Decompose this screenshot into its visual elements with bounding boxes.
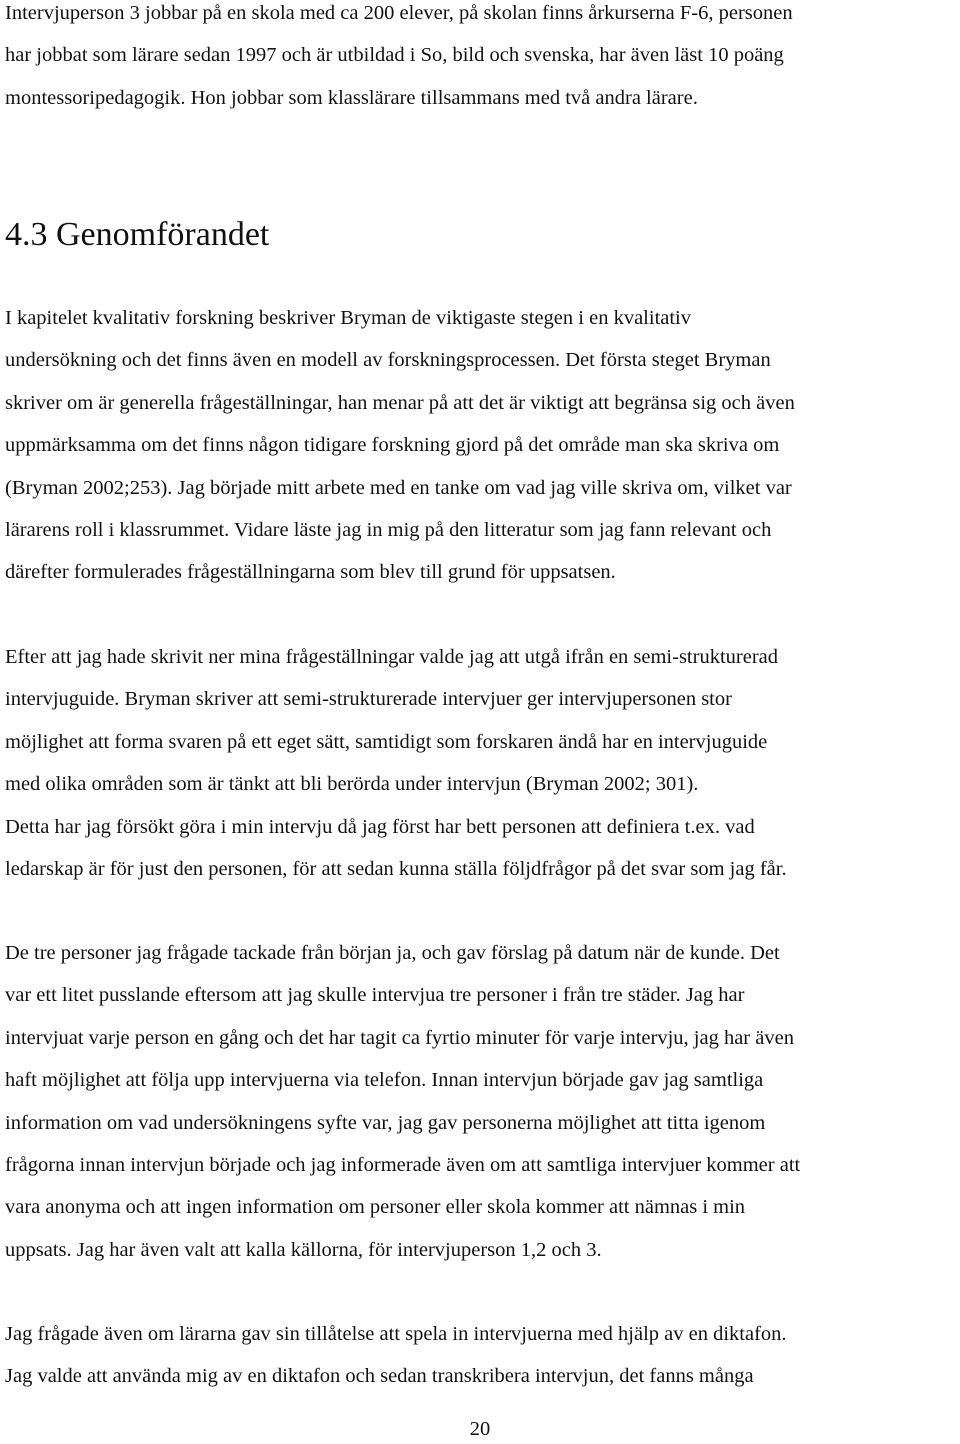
text-line: intervjuguide. Bryman skriver att semi-strukturerade intervjuer ger intervjupersonen stor bbox=[5, 688, 732, 711]
text-line: Jag valde att använda mig av en diktafon och sedan transkribera intervjun, det fanns många bbox=[5, 1365, 754, 1388]
paragraph-bryman-steps bbox=[5, 297, 957, 594]
text-line: med olika områden som är tänkt att bli berörda under intervjun (Bryman 2002; 301). bbox=[5, 773, 699, 796]
text-line: undersökning och det finns även en modell av forskningsprocessen. Det första steget Bryman bbox=[5, 349, 771, 372]
text-line: (Bryman 2002;253). Jag började mitt arbete med en tanke om vad jag ville skriva om, vilket var bbox=[5, 476, 792, 499]
text-line: lärarens roll i klassrummet. Vidare läste jag in mig på den litteratur som jag fann relevant och bbox=[5, 518, 772, 541]
text-line: Intervjuperson 3 jobbar på en skola med ca 200 elever, på skolan finns årkurserna F-6, personen bbox=[5, 2, 793, 24]
text-line: De tre personer jag frågade tackade från början ja, och gav förslag på datum när de kunde. Det bbox=[5, 942, 780, 964]
text-line: frågorna innan intervjun började och jag informerade även om att samtliga intervjuer kommer att bbox=[5, 1153, 801, 1176]
section-heading: 4.3 Genomförandet bbox=[5, 216, 270, 253]
text-line: skriver om är generella frågeställningar, han menar på att det är viktigt att begränsa sig och även bbox=[5, 391, 795, 414]
text-line: Detta har jag försökt göra i min intervju då jag först har bett personen att definiera t.ex. vad bbox=[5, 815, 755, 838]
text-line: intervjuat varje person en gång och det har tagit ca fyrtio minuter för varje intervju, jag har även bbox=[5, 1026, 794, 1049]
text-line: vara anonyma och att ingen information om personer eller skola kommer att nämnas i min bbox=[5, 1196, 746, 1219]
text-line: Efter att jag hade skrivit ner mina frågeställningar valde jag att utgå ifrån en semi-strukturerad bbox=[5, 646, 779, 668]
text-line: uppsats. Jag har även valt att kalla källorna, för intervjuperson 1,2 och 3. bbox=[5, 1238, 602, 1261]
text-line: haft möjlighet att följa upp intervjuerna via telefon. Innan intervjun började gav jag samtliga bbox=[5, 1069, 764, 1092]
page-number: 20 bbox=[469, 1418, 491, 1440]
paragraph-interviewee-3 bbox=[5, 0, 957, 119]
text-line: information om vad undersökningens syfte var, jag gav personerna möjlighet att titta igenom bbox=[5, 1111, 766, 1134]
text-line: Jag frågade även om lärarna gav sin tillåtelse att spela in intervjuerna med hjälp av en diktafon. bbox=[5, 1323, 787, 1345]
text-line: därefter formulerades frågeställningarna som blev till grund för uppsatsen. bbox=[5, 561, 616, 584]
text-line: möjlighet att forma svaren på ett eget sätt, samtidigt som forskaren ändå har en intervjuguide bbox=[5, 730, 768, 753]
paragraph-interview-guide bbox=[5, 636, 957, 890]
text-line: var ett litet pusslande eftersom att jag skulle intervjua tre personer i från tre städer. Jag har bbox=[5, 984, 745, 1007]
text-line: ledarskap är för just den personen, för att sedan kunna ställa följdfrågor på det svar som jag får. bbox=[5, 857, 787, 880]
text-line: uppmärksamma om det finns någon tidigare forskning gjord på det område man ska skriva om bbox=[5, 434, 780, 457]
paragraph-dictaphone bbox=[5, 1313, 957, 1398]
text-line: I kapitelet kvalitativ forskning beskriver Bryman de viktigaste stegen i en kvalitativ bbox=[5, 307, 691, 329]
text-line: montessoripedagogik. Hon jobbar som klasslärare tillsammans med två andra lärare. bbox=[5, 86, 698, 109]
text-line: har jobbat som lärare sedan 1997 och är utbildad i So, bild och svenska, har även läst 10 poäng bbox=[5, 44, 784, 67]
paragraph-interview-process bbox=[5, 932, 957, 1271]
